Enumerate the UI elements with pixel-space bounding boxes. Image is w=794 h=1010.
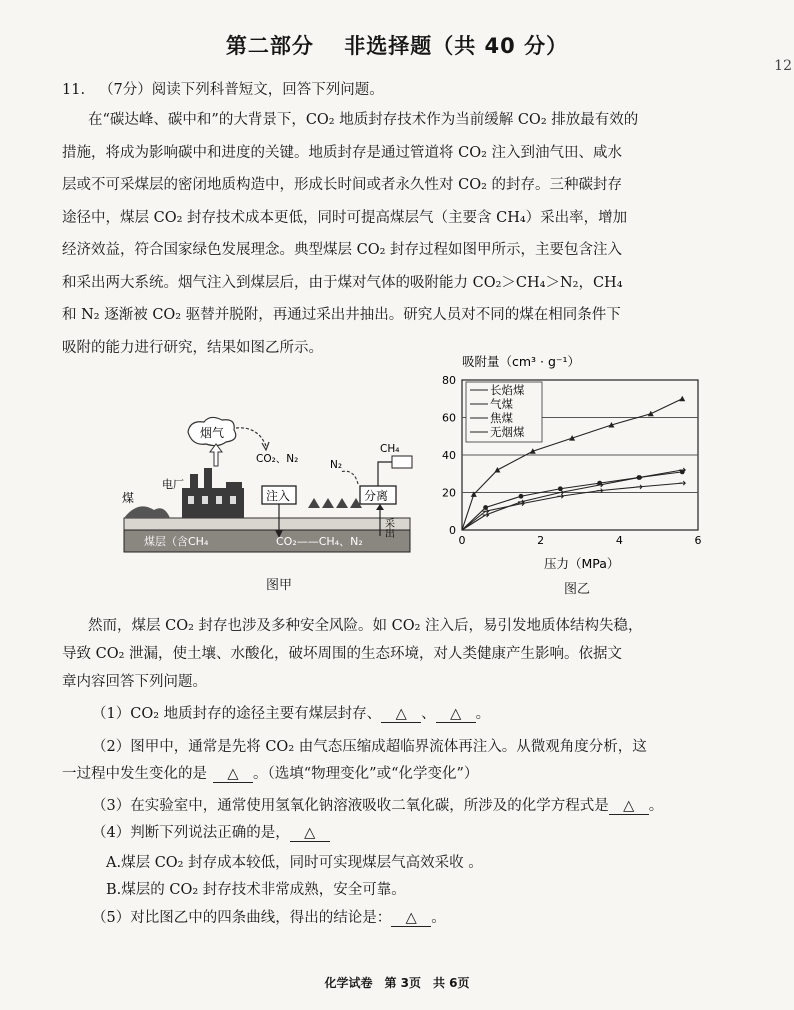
q4-text: （4）判断下列说法正确的是，	[92, 825, 290, 841]
sub-question-3	[92, 794, 663, 815]
chart-y-tick-label: 0	[449, 524, 456, 537]
para2-line: 导致 CO₂ 泄漏，使土壤、水酸化，破坏周围的生态环境，对人类健康产生影响。依据文	[62, 646, 623, 662]
q4-option-a: A.煤层 CO₂ 封存成本较低，同时可实现煤层气高效采收 。	[106, 855, 483, 871]
chart-point	[679, 481, 685, 485]
gas-flow-icons	[308, 498, 362, 508]
question-intro: （7分）阅读下列科普短文，回答下列问题。	[99, 82, 384, 98]
figure-b-caption: 图乙	[564, 582, 591, 597]
power-plant-label: 电厂	[162, 478, 184, 491]
section-title: 第二部分 非选择题（共 40 分）	[225, 34, 569, 58]
para1-line: 吸附的能力进行研究，结果如图乙所示。	[62, 339, 323, 356]
q3-text: （3）在实验室中，通常使用氢氧化钠溶液吸收二氧化碳，所涉及的化学方程式是	[92, 798, 609, 814]
sub-question-5	[92, 906, 446, 927]
separate-label: 分离	[364, 489, 389, 503]
chart-x-tick-label: 6	[694, 534, 702, 547]
coal-pile	[124, 506, 170, 518]
power-plant-icon	[182, 468, 244, 518]
para1-line: 经济效益，符合国家绿色发展理念。典型煤层 CO₂ 封存过程如图甲所示，主要包含注入	[62, 242, 623, 258]
chart-y-tick-label: 40	[442, 449, 456, 462]
q4-answer-blank[interactable]: △	[290, 825, 330, 842]
q2-answer-blank[interactable]: △	[213, 766, 253, 783]
chart-y-tick-label: 20	[442, 486, 456, 500]
chart-point	[519, 494, 524, 499]
q5-text: （5）对比图乙中的四条曲线，得出的结论是：	[92, 910, 392, 926]
chart-legend-label: 长焰煤	[490, 383, 525, 397]
q5-suffix: 。	[431, 910, 446, 926]
para1-line: 层或不可采煤层的密闭地质构造中，形成长时间或者永久性对 CO₂ 的封存。三种碳封存	[62, 177, 623, 193]
chart-point	[558, 486, 563, 491]
chart-x-tick-label: 0	[458, 534, 466, 547]
para1-line: 途径中，煤层 CO₂ 封存技术成本更低，同时可提高煤层气（主要含 CH₄）采出率，增加	[62, 209, 628, 226]
para1-line: 在“碳达峰、碳中和”的大背景下，CO₂ 地质封存技术作为当前缓解 CO₂ 排放最有效的	[88, 112, 639, 128]
question-number: 11.	[62, 82, 86, 98]
ch4-arrow-icon	[392, 456, 412, 468]
co2-n2-label: CO₂、N₂	[256, 453, 299, 465]
sub-question-1	[92, 702, 490, 723]
ch4-label: CH₄	[380, 443, 400, 455]
coal-seam-label: 煤层（含CH₄	[144, 535, 209, 548]
q1-suffix: 。	[475, 706, 491, 722]
chart-y-tick-label: 60	[442, 411, 456, 425]
q3-answer-blank[interactable]: △	[609, 798, 649, 815]
chart-point	[557, 494, 563, 498]
chart-point	[636, 485, 642, 489]
para1-line: 措施，将成为影响碳中和进度的关键。地质封存是通过管道将 CO₂ 注入到油气田、咸水	[62, 144, 623, 161]
chart-x-axis-label: 压力（MPa）	[544, 556, 620, 571]
sub-question-2-line-1: （2）图甲中，通常是先将 CO₂ 由气态压缩成超临界流体再注入。从微观角度分析，这	[92, 739, 647, 755]
inject-label: 注入	[266, 489, 291, 503]
chart-x-tick-label: 2	[537, 534, 545, 547]
smoke-label: 烟气	[200, 426, 225, 440]
up-arrow-icon	[210, 444, 222, 466]
para2-line: 章内容回答下列问题。	[62, 674, 207, 690]
q2-suffix: 。（选填“物理变化”或“化学变化”）	[253, 766, 479, 782]
figure-a-caption: 图甲	[266, 578, 293, 593]
q1-answer-blank-2[interactable]: △	[436, 706, 476, 723]
chart-point	[648, 411, 654, 417]
q1-text: （1）CO₂ 地质封存的途径主要有煤层封存、	[92, 706, 382, 722]
para1-line: 和采出两大系统。烟气注入到煤层后，由于煤对气体的吸附能力 CO₂＞CH₄＞N₂，CH₄	[62, 274, 623, 291]
chart-y-tick-label: 80	[442, 374, 456, 387]
chart-point	[679, 396, 685, 402]
chart-series-line	[462, 472, 682, 530]
page-footer: 化学试卷 第 3页 共 6页	[324, 976, 470, 990]
corner-page-number: 12	[774, 58, 792, 74]
figure-b-chart	[420, 350, 710, 580]
chart-point	[494, 467, 500, 473]
q5-answer-blank[interactable]: △	[391, 910, 431, 927]
q1-separator: 、	[421, 706, 436, 722]
q1-answer-blank-1[interactable]: △	[381, 706, 421, 723]
chart-legend-label: 无烟煤	[490, 425, 525, 439]
q3-suffix: 。	[648, 798, 664, 814]
curved-arrow-icon	[236, 428, 266, 446]
chart-legend-label: 焦煤	[490, 411, 513, 425]
co2-ch4-n2-label: CO₂——CH₄、N₂	[276, 535, 363, 548]
chart-legend-label: 气煤	[490, 397, 513, 411]
n2-label: N₂	[330, 459, 343, 471]
q4-option-b: B.煤层的 CO₂ 封存技术非常成熟，安全可靠。	[106, 882, 406, 898]
sub-question-4	[92, 821, 330, 842]
q2-text: 一过程中发生变化的是	[62, 766, 207, 782]
chart-y-axis-label: 吸附量（cm³ · g⁻¹）	[462, 354, 581, 369]
chart-x-tick-label: 4	[615, 534, 623, 547]
ground-surface	[124, 518, 410, 530]
extract-label: 采出	[382, 518, 394, 538]
para2-line: 然而，煤层 CO₂ 封存也涉及多种安全风险。如 CO₂ 注入后，易引发地质体结构失稳，	[88, 618, 643, 634]
question-header	[62, 78, 384, 99]
sub-question-2-line-2	[62, 762, 478, 783]
chart-series-line	[462, 470, 682, 530]
para1-line: 和 N₂ 逐渐被 CO₂ 驱替并脱附，再通过采出井抽出。研究人员对不同的煤在相同条件下	[62, 307, 621, 323]
figure-a-diagram	[118, 412, 418, 592]
coal-label: 煤	[122, 491, 135, 505]
chart-point	[483, 505, 488, 510]
